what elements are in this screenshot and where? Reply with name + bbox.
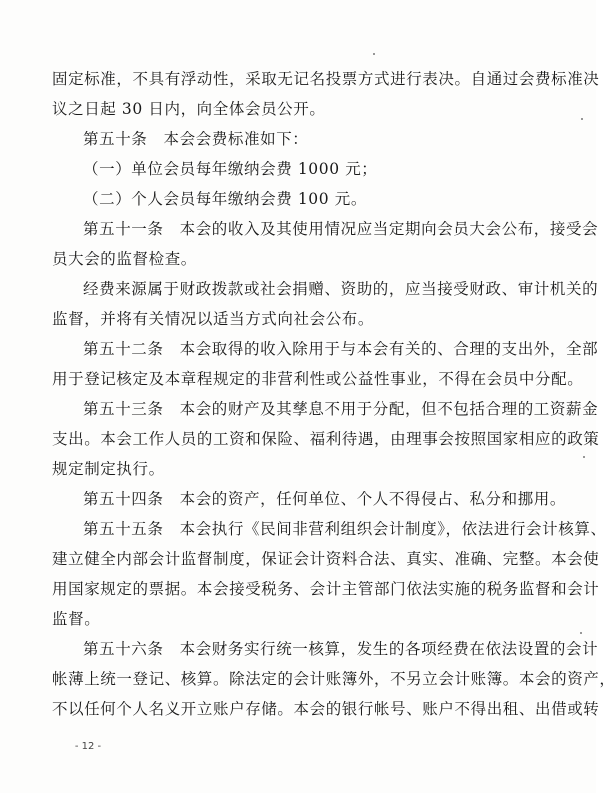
text-line: 建立健全内部会计监督制度，保证会计资料合法、真实、准确、完整。本会使: [52, 550, 600, 568]
text-line: 第五十二条 本会取得的收入除用于与本会有关的、合理的支出外，全部: [83, 340, 599, 358]
text-line: 第五十条 本会会费标准如下：: [83, 130, 309, 148]
text-line: 监督，并将有关情况以适当方式向社会公布。: [52, 310, 375, 328]
text-line: 第五十四条 本会的资产，任何单位、个人不得侵占、私分和挪用。: [83, 490, 567, 508]
text-line: 规定制定执行。: [52, 460, 165, 478]
text-line: 用于登记核定及本章程规定的非营利性或公益性事业，不得在会员中分配。: [52, 370, 584, 388]
document-body: [52, 64, 616, 724]
text-line: 支出。本会工作人员的工资和保险、福利待遇，由理事会按照国家相应的政策: [52, 430, 600, 448]
text-line: （一）单位会员每年缴纳会费 1000 元；: [83, 160, 378, 178]
text-line: 第五十一条 本会的收入及其使用情况应当定期向会员大会公布，接受会: [83, 220, 599, 238]
text-line: 监督。: [52, 610, 101, 628]
scan-speck: [583, 456, 585, 458]
text-line: 第五十三条 本会的财产及其孳息不用于分配，但不包括合理的工资薪金: [83, 400, 599, 418]
text-line: 固定标准，不具有浮动性，采取无记名投票方式进行表决。自通过会费标准决: [52, 70, 600, 88]
scan-speck: [373, 53, 375, 55]
text-line: 第五十六条 本会财务实行统一核算，发生的各项经费在依法设置的会计: [83, 640, 599, 658]
page-number: - 12 -: [74, 741, 102, 752]
scan-speck: [581, 118, 583, 120]
text-line: （二）个人会员每年缴纳会费 100 元。: [83, 190, 367, 208]
text-line: 帐薄上统一登记、核算。除法定的会计账簿外，不另立会计账簿。本会的资产，: [52, 670, 616, 688]
text-line: 不以任何个人名义开立账户存储。本会的银行帐号、账户不得出租、出借或转: [52, 700, 600, 718]
text-line: 员大会的监督检查。: [52, 250, 197, 268]
text-line: 议之日起 30 日内，向全体会员公开。: [52, 100, 326, 118]
scan-speck: [580, 632, 582, 634]
text-line: 用国家规定的票据。本会接受税务、会计主管部门依法实施的税务监督和会计: [52, 580, 600, 598]
text-line: 经费来源属于财政拨款或社会捐赠、资助的，应当接受财政、审计机关的: [83, 280, 599, 298]
text-line: 第五十五条 本会执行《民间非营利组织会计制度》，依法进行会计核算、: [83, 520, 607, 538]
